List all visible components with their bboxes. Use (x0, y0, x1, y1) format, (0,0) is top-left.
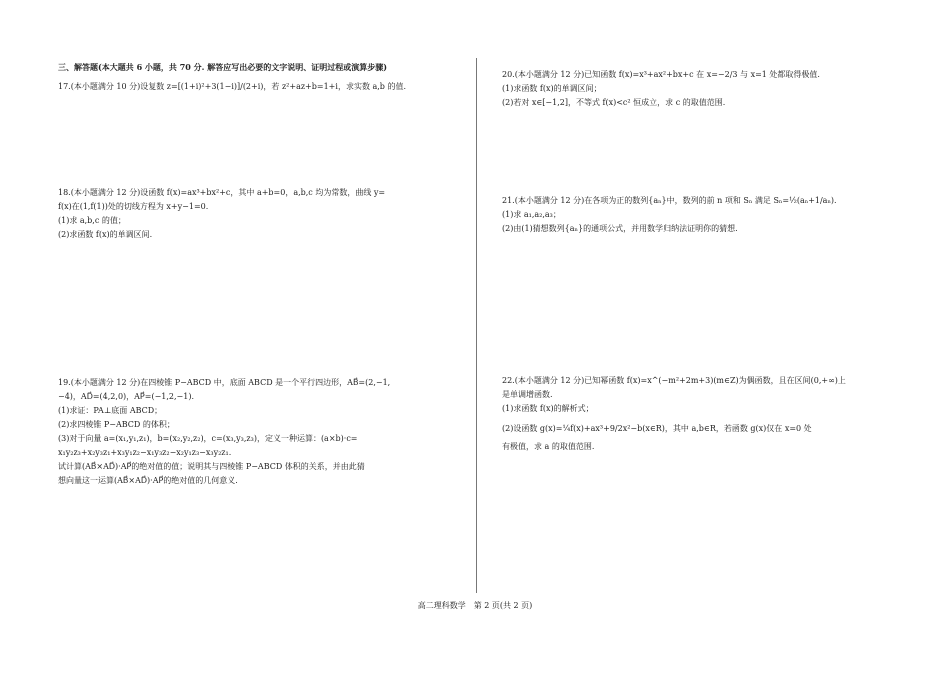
sub-question: (1)求函数 f(x)的解析式； (502, 404, 594, 413)
section-heading: 三、解答题(本大题共 6 小题，共 70 分. 解答应写出必要的文字说明、证明过程或演算步骤) (58, 62, 387, 72)
sub-question: (2)设函数 g(x)=¼f(x)+ax³+9/2x²−b(x∈R)，其中 a,b∈R，若函数 g(x)仅在 x=0 处 (502, 424, 812, 433)
page-footer: 高二理科数学 第 2 页(共 2 页) (417, 601, 533, 610)
column-divider (476, 58, 477, 593)
left-column (58, 60, 458, 485)
sub-question: (2)由(1)猜想数列{aₙ}的通项公式，并用数学归纳法证明你的猜想. (502, 224, 738, 233)
question-line: 17.(本小题满分 10 分)设复数 z=[(1+i)²+3(1−i)]/(2+i)，若 z²+az+b=1+i，求实数 a,b 的值. (58, 82, 407, 91)
sub-question: (1)求 a₁,a₂,a₃； (502, 210, 561, 219)
sub-question: 试计算(AB⃗×AD⃗)·AP⃗的绝对值的值；说明其与四棱锥 P−ABCD 体积的关系，并由此猜 (58, 462, 365, 471)
question-line: 21.(本小题满分 12 分)在各项为正的数列{aₙ}中，数列的前 n 项和 Sₙ 满足 Sₙ=½(aₙ+1/aₙ). (502, 196, 837, 205)
question-20 (502, 68, 902, 110)
sub-question: 想向量这一运算(AB⃗×AD⃗)·AP⃗的绝对值的几何意义. (58, 476, 238, 485)
sub-question: x₁y₂z₃+x₂y₃z₁+x₃y₁z₂−x₁y₃z₂−x₂y₁z₃−x₃y₂z₁. (58, 448, 232, 457)
question-22 (502, 374, 902, 454)
sub-question: (1)求 a,b,c 的值； (58, 216, 126, 225)
question-line: 22.(本小题满分 12 分)已知幂函数 f(x)=x^(−m²+2m+3)(m∈Z)为偶函数，且在区间(0,+∞)上 (502, 376, 846, 385)
question-17 (58, 80, 458, 94)
question-18 (58, 186, 458, 242)
question-line: 20.(本小题满分 12 分)已知函数 f(x)=x³+ax²+bx+c 在 x=−2/3 与 x=1 处都取得极值. (502, 70, 820, 79)
sub-question: (2)若对 x∈[−1,2]，不等式 f(x)<c² 恒成立，求 c 的取值范围. (502, 98, 726, 107)
sub-question: 有极值，求 a 的取值范围. (502, 442, 595, 451)
question-line: 18.(本小题满分 12 分)设函数 f(x)=ax³+bx²+c，其中 a+b=0，a,b,c 均为常数，曲线 y= (58, 188, 386, 197)
question-line: −4)，AD⃗=(4,2,0)，AP⃗=(−1,2,−1). (58, 392, 195, 401)
question-line: 19.(本小题满分 12 分)在四棱锥 P−ABCD 中，底面 ABCD 是一个平行四边形，AB⃗=(2,−1, (58, 378, 391, 387)
sub-question: (1)求证：PA⊥底面 ABCD； (58, 406, 163, 415)
sub-question: (2)求四棱锥 P−ABCD 的体积； (58, 420, 175, 429)
sub-question: (3)对于向量 a=(x₁,y₁,z₁)，b=(x₂,y₂,z₂)，c=(x₃,y₃,z₃)，定义一种运算：(a×b)·c= (58, 434, 358, 443)
question-line: f(x)在(1,f(1))处的切线方程为 x+y−1=0. (58, 202, 209, 211)
question-19 (58, 376, 458, 488)
sub-question: (1)求函数 f(x)的单调区间； (502, 84, 602, 93)
question-line: 是单调增函数. (502, 390, 553, 399)
question-21 (502, 194, 902, 236)
sub-question: (2)求函数 f(x)的单调区间. (58, 230, 153, 239)
